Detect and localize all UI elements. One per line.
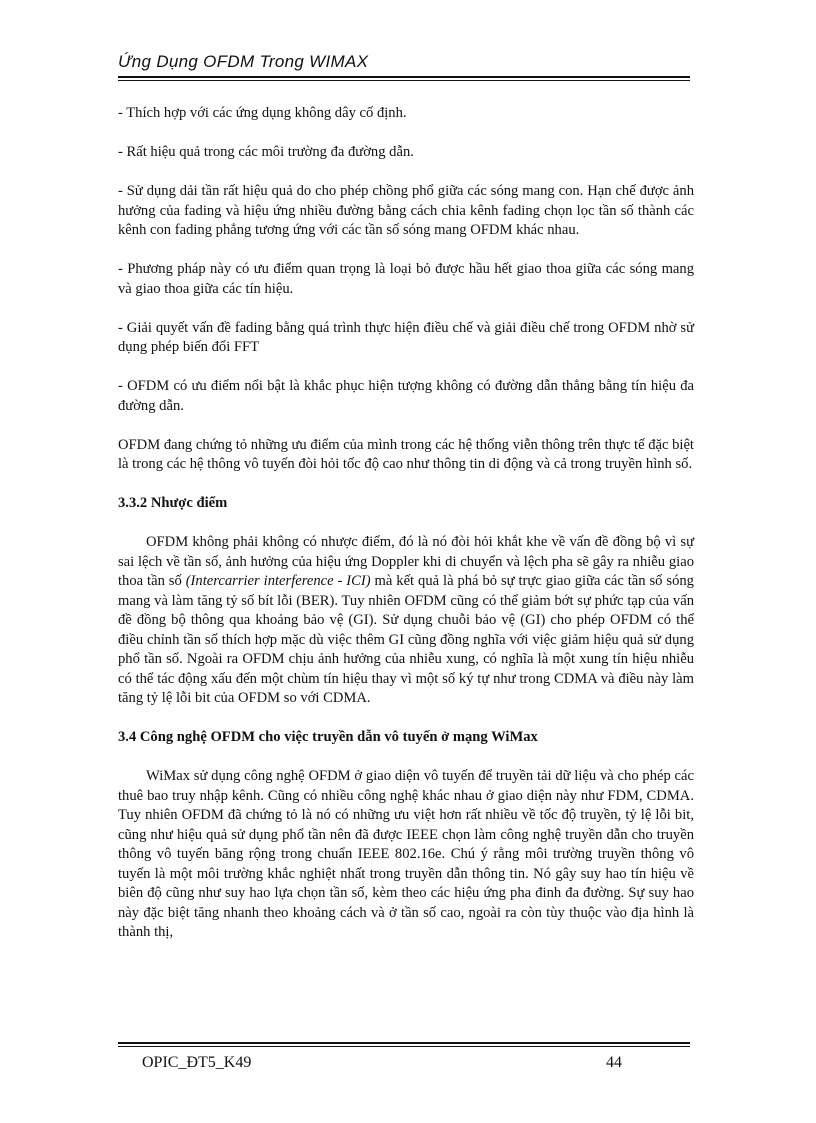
conclusion-paragraph: OFDM đang chứng tỏ những ưu điểm của mình trong các hệ thống viễn thông trên thực tế đặc biệt là trong các hệ thông vô tuyến đòi hỏi tốc độ cao như thông tin di động và cả trong truyền hình số. bbox=[118, 436, 694, 472]
advantage-item: - OFDM có ưu điểm nổi bật là khắc phục hiện tượng không có đường dẫn thẳng bằng tín hiệu đa đường dẫn. bbox=[118, 378, 694, 414]
running-header-title: Ứng Dụng OFDM Trong WIMAX bbox=[118, 52, 369, 71]
page-number: 44 bbox=[606, 1054, 622, 1071]
paragraph-text: mà kết quả là phá bỏ sự trực giao giữa các tần số sóng mang và làm tăng tỷ số bít lỗi (BER). Tuy nhiên OFDM cũng có thể giảm bớt sự phức tạp của vấn đề đồng bộ thông qua khoảng bảo vệ (GI). Sử dụng chuỗi bảo vệ (GI) cho phép OFDM có thể điều chỉnh tần số thích hợp mặc dù việc thêm GI cũng đồng nghĩa với việc giảm hiệu quả sử dụng phổ tần số. Ngoài ra OFDM chịu ảnh hưởng của nhiễu xung, có nghĩa là một xung tín hiệu nhiễu có thể tác động xấu đến một chùm tín hiệu thay vì một số ký tự như trong CDMA và điều này làm tăng tỷ lệ lỗi bit của OFDM so với CDMA. bbox=[118, 573, 694, 706]
header-rule-thin bbox=[118, 80, 690, 81]
wimax-paragraph: WiMax sử dụng công nghệ OFDM ở giao diện vô tuyến để truyền tải dữ liệu và cho phép các thuê bao truy nhập kênh. Cũng có nhiều công nghệ khác nhau ở giao diện này như FDM, CDMA. Tuy nhiên OFDM đã chứng tỏ là nó có những ưu việt hơn rất nhiều về tốc độ truyền, tỷ lệ lỗi bit, cũng như hiệu quả sử dụng phổ tần nên đã được IEEE chọn làm công nghệ truyền dẫn cho truyền thông vô tuyến băng rộng trong chuẩn IEEE 802.16e. Chú ý rằng môi trường truyền thông vô tuyến là một môi trường khắc nghiệt nhất trong truyền dẫn thông tin. Nó gây suy hao tín hiệu về biên độ cũng như suy hao lựa chọn tần số, kèm theo các hiệu ứng pha đinh đa đường. Sự suy hao này đặc biệt tăng nhanh theo khoảng cách và ở tần số cao, ngoài ra còn tùy thuộc vào địa hình là thành thị, bbox=[118, 768, 694, 940]
advantage-item: - Thích hợp với các ứng dụng không dây cố định. bbox=[118, 105, 407, 121]
header-rule bbox=[118, 76, 690, 78]
advantage-item: - Rất hiệu quả trong các môi trường đa đường dẫn. bbox=[118, 144, 414, 160]
section-heading-3-3-2: 3.3.2 Nhược điểm bbox=[118, 495, 228, 511]
footer-rule-thin bbox=[118, 1046, 690, 1047]
footer-label: OPIC_ĐT5_K49 bbox=[142, 1054, 252, 1071]
advantage-item: - Sử dụng dải tần rất hiệu quả do cho phép chồng phổ giữa các sóng mang con. Hạn chế được ảnh hưởng của fading và hiệu ứng nhiều đường bằng cách chia kênh fading chọn lọc tần số thành các kênh con fading phẳng tương ứng với các tần số sóng mang OFDM khác nhau. bbox=[118, 183, 694, 238]
paragraph-text: OFDM không phải không có nhược điểm, đó là nó đòi hỏi khắt khe về vấn đề đồng bộ vì sự sai lệch về tần số, ảnh hưởng của hiệu ứng Doppler khi di chuyển và lệch pha sẽ gây ra nhiễu giao thoa tần số bbox=[118, 534, 694, 589]
footer-rule bbox=[118, 1042, 690, 1044]
advantage-item: - Giải quyết vấn đề fading bằng quá trình thực hiện điều chế và giải điều chế trong OFDM nhờ sử dụng phép biến đổi FFT bbox=[118, 319, 694, 355]
body-content bbox=[118, 104, 694, 943]
advantage-item: - Phương pháp này có ưu điểm quan trọng là loại bỏ được hầu hết giao thoa giữa các sóng mang và giao thoa giữa các tín hiệu. bbox=[118, 261, 694, 297]
ici-term: (Intercarrier interference - ICI) bbox=[185, 573, 371, 589]
section-heading-3-4: 3.4 Công nghệ OFDM cho việc truyền dẫn vô tuyến ở mạng WiMax bbox=[118, 729, 538, 745]
disadvantage-paragraph bbox=[118, 533, 694, 709]
